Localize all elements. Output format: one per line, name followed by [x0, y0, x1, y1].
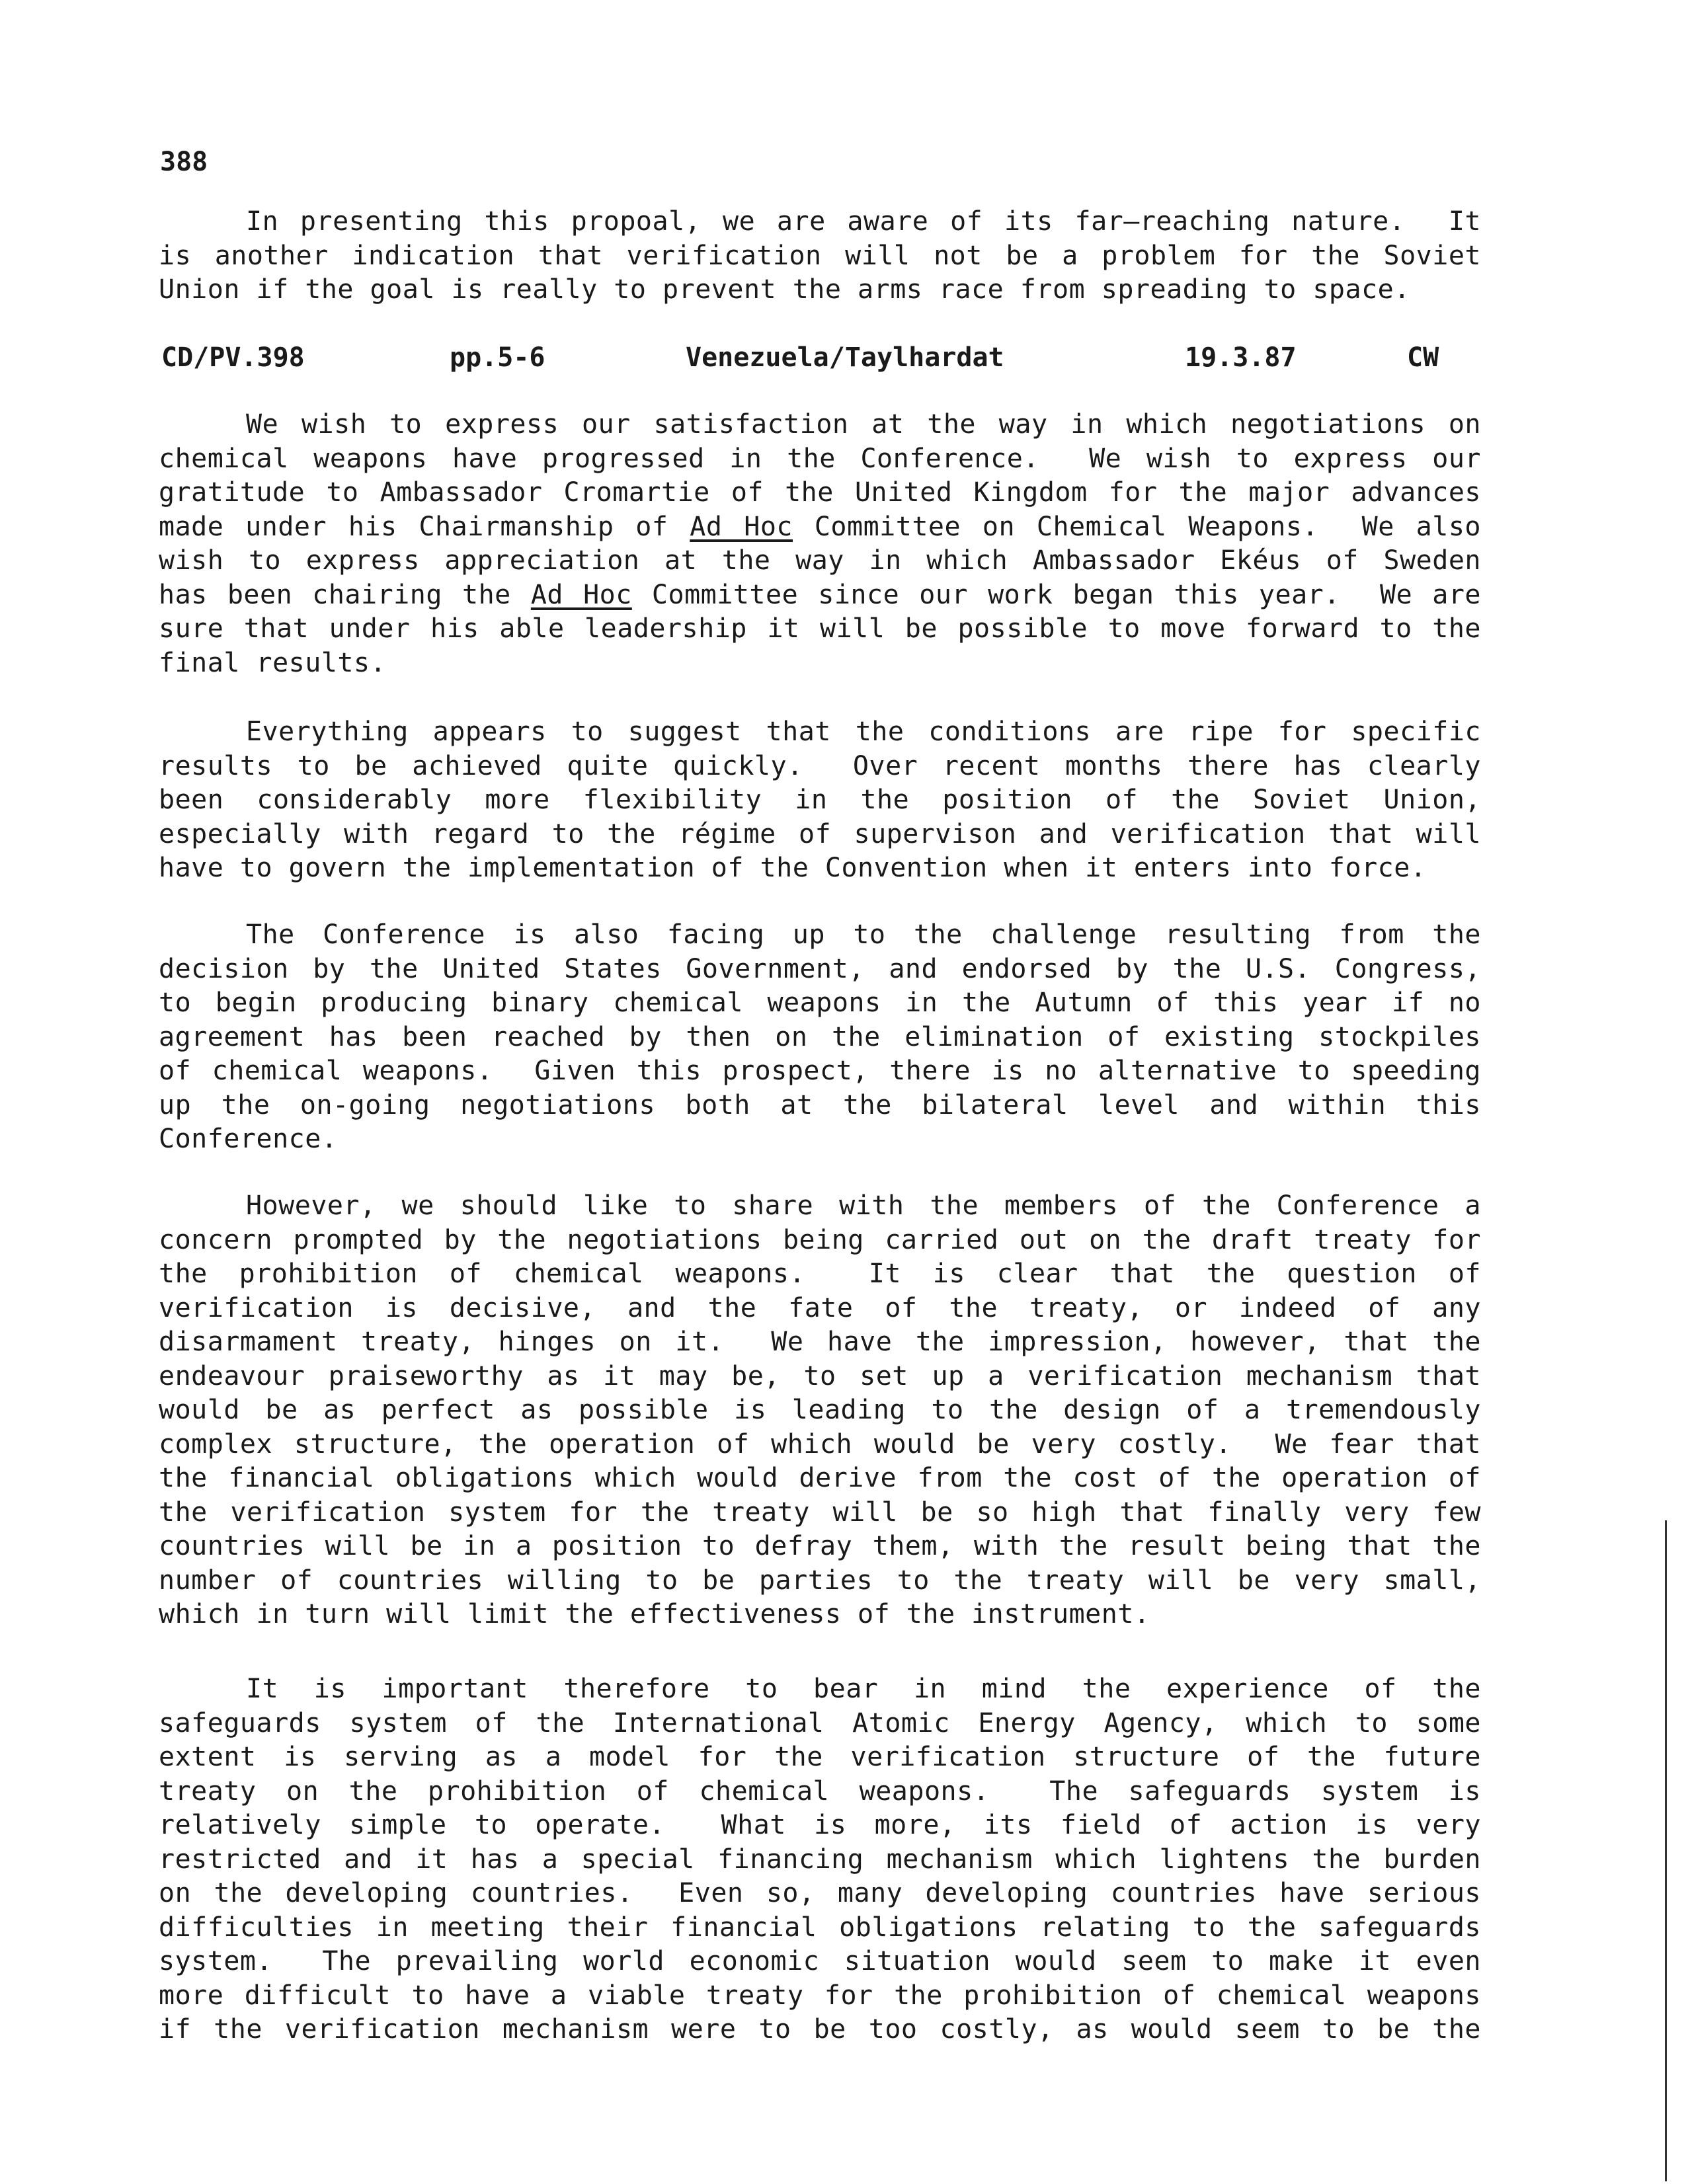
text-line: number of countries willing to be parties to the treaty will be very small,	[159, 1565, 1481, 1596]
text-line	[159, 510, 1481, 545]
text-line: endeavour praiseworthy as it may be, to set up a verification mechanism that	[159, 1360, 1481, 1391]
text-line: the financial obligations which would derive from the cost of the operation of	[159, 1463, 1481, 1493]
paragraph-2	[159, 715, 1481, 886]
text-line: if the verification mechanism were to be too costly, as would seem to be the	[159, 2014, 1481, 2045]
text-line: chemical weapons have progressed in the Conference. We wish to express our	[159, 443, 1481, 474]
text-line: wish to express appreciation at the way in which Ambassador Ekéus of Sweden	[159, 545, 1481, 576]
text-fragment: Committee since our work began this year. We are	[651, 579, 1481, 610]
text-line: Union if the goal is really to prevent the arms race from spreading to space.	[159, 274, 1410, 305]
text-line: on the developing countries. Even so, many developing countries have serious	[159, 1878, 1481, 1908]
ad-hoc-underlined: Ad Hoc	[530, 579, 632, 610]
ad-hoc-underlined: Ad Hoc	[690, 511, 793, 542]
text-line: agreement has been reached by then on the elimination of existing stockpiles	[159, 1021, 1481, 1052]
text-line: countries will be in a position to defray them, with the result being that the	[159, 1531, 1481, 1561]
text-line: the prohibition of chemical weapons. It is clear that the question of	[159, 1259, 1481, 1289]
document-symbol: CD/PV.398	[161, 342, 305, 373]
reference-row	[0, 342, 1686, 375]
paragraph-4	[159, 1189, 1481, 1632]
text-line: sure that under his able leadership it will be possible to move forward to the	[159, 613, 1481, 644]
text-line: treaty on the prohibition of chemical weapons. The safeguards system is	[159, 1775, 1481, 1807]
text-line	[159, 578, 1481, 613]
text-line: especially with regard to the régime of supervison and verification that will	[159, 818, 1481, 849]
text-line: the verification system for the treaty will be so high that finally very few	[159, 1497, 1481, 1528]
text-line: final results.	[159, 647, 387, 678]
paragraph-3	[159, 918, 1481, 1157]
date: 19.3.87	[1185, 342, 1297, 373]
text-fragment: made under his Chairmanship of	[159, 511, 690, 542]
text-line: extent is serving as a model for the verification structure of the future	[159, 1742, 1481, 1772]
text-line: restricted and it has a special financing mechanism which lightens the burden	[159, 1844, 1481, 1875]
text-line: been considerably more flexibility in the position of the Soviet Union,	[159, 785, 1481, 815]
text-line: verification is decisive, and the fate of the treaty, or indeed of any	[159, 1292, 1481, 1323]
text-line: safeguards system of the International Atomic Energy Agency, which to some	[159, 1707, 1481, 1738]
text-line: of chemical weapons. Given this prospect, there is no alternative to speeding	[159, 1056, 1481, 1086]
text-line: disarmament treaty, hinges on it. We have the impression, however, that the	[159, 1327, 1481, 1357]
text-line: complex structure, the operation of which would be very costly. We fear that	[159, 1428, 1481, 1460]
subject-code: CW	[1407, 342, 1439, 373]
text-line: It is important therefore to bear in mind the experience of the	[246, 1674, 1481, 1704]
intro-paragraph	[159, 205, 1481, 307]
text-fragment: Committee on Chemical Weapons. We also	[814, 511, 1481, 542]
page-number: 388	[160, 147, 208, 177]
text-line: relatively simple to operate. What is more, its field of action is very	[159, 1810, 1481, 1840]
text-line: which in turn will limit the effectiveness of the instrument.	[159, 1599, 1150, 1629]
text-line: gratitude to Ambassador Cromartie of the United Kingdom for the major advances	[159, 477, 1481, 508]
text-line: We wish to express our satisfaction at the way in which negotiations on	[246, 409, 1481, 440]
text-line: However, we should like to share with the members of the Conference a	[246, 1190, 1481, 1221]
text-line: decision by the United States Government, and endorsed by the U.S. Congress,	[159, 953, 1481, 984]
text-line: In presenting this propoal, we are aware of its far—reaching nature. It	[246, 206, 1481, 237]
text-line: is another indication that verification will not be a problem for the Soviet	[159, 240, 1481, 271]
speaker: Venezuela/Taylhardat	[686, 342, 1004, 373]
text-line: results to be achieved quite quickly. Over recent months there has clearly	[159, 750, 1481, 781]
text-line: The Conference is also facing up to the challenge resulting from the	[246, 919, 1481, 950]
text-line: system. The prevailing world economic situation would seem to make it even	[159, 1946, 1481, 1976]
text-line: have to govern the implementation of the Convention when it enters into force.	[159, 853, 1427, 883]
text-line: difficulties in meeting their financial obligations relating to the safeguards	[159, 1912, 1481, 1943]
text-line: up the on-going negotiations both at the bilateral level and within this	[159, 1089, 1481, 1120]
text-line: would be as perfect as possible is leading to the design of a tremendously	[159, 1395, 1481, 1425]
text-line: more difficult to have a viable treaty for the prohibition of chemical weapons	[159, 1980, 1481, 2011]
paragraph-1	[159, 408, 1481, 680]
text-fragment: has been chairing the	[159, 579, 531, 610]
text-line: Conference.	[159, 1124, 338, 1154]
page-range: pp.5-6	[450, 342, 545, 373]
paragraph-5	[159, 1672, 1481, 2047]
text-line: concern prompted by the negotiations being carried out on the draft treaty for	[159, 1224, 1481, 1255]
scan-page-edge	[1665, 1520, 1667, 2181]
text-line: Everything appears to suggest that the conditions are ripe for specific	[246, 717, 1481, 747]
text-line: to begin producing binary chemical weapons in the Autumn of this year if no	[159, 988, 1481, 1018]
